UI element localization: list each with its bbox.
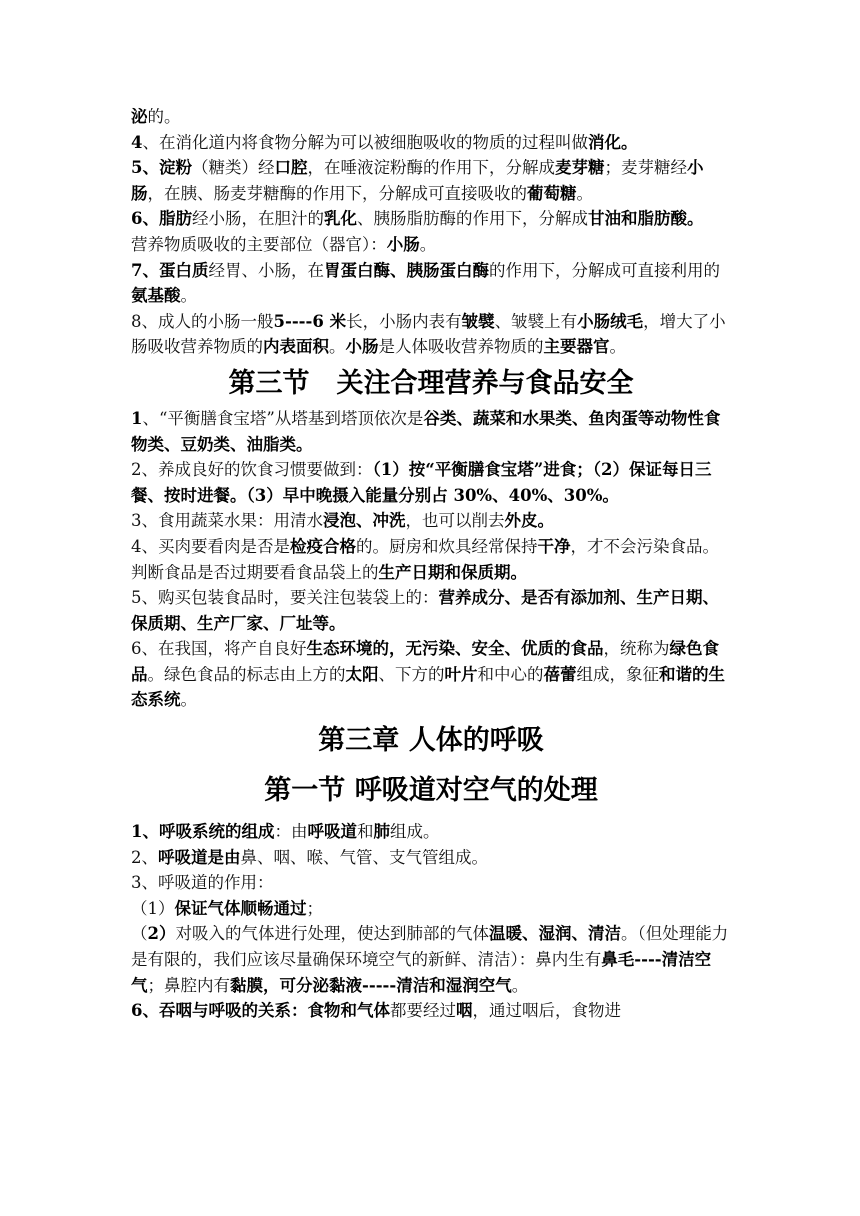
bold-text: 6、脂肪 [131, 209, 192, 229]
paragraph [131, 457, 731, 508]
text-run: 经小肠，在胆汁的 [191, 209, 324, 229]
text-run: 、皱襞上有 [494, 311, 578, 331]
bold-text: 肺 [373, 822, 390, 842]
bold-text: 乳化 [323, 209, 357, 229]
text-run: 都要经过 [389, 1001, 456, 1021]
section-heading-3: 第三节 关注合理营养与食品安全 [228, 367, 634, 399]
text-run: 、下方的 [378, 664, 445, 684]
bold-text: 6、吞咽与呼吸的关系：食物和气体 [131, 1001, 390, 1021]
paragraph [131, 309, 731, 360]
text-run: 。（但处理能力是有限的，我们应该尽量确保环境空气的新鲜、清洁）：鼻内生有 [131, 924, 729, 970]
text-run: ，在胰、肠麦芽糖酶的作用下，分解成可直接吸收的 [147, 183, 527, 203]
text-run: 对吸入的气体进行处理，使达到肺部的气体 [175, 924, 489, 944]
text-run: ，也可以削去 [405, 511, 505, 531]
bold-text: 口腔 [274, 158, 308, 178]
text-run: 2、 [131, 847, 158, 867]
paragraph [131, 896, 731, 922]
text-run: ，在唾液淀粉酶的作用下，分解成 [307, 158, 555, 178]
text-run: ；鼻腔内有 [147, 975, 230, 995]
bold-text: 生态环境的，无污染、安全、优质的食品 [306, 639, 604, 659]
bold-text: 麦芽糖 [554, 158, 605, 178]
text-run: 、“平衡膳食宝塔”从塔基到塔顶依次是 [142, 408, 424, 428]
bold-text: 小肠 [386, 234, 420, 254]
bold-text: 和谐的生态系统 [131, 664, 725, 710]
text-run: 。 [180, 286, 197, 306]
paragraph [131, 921, 731, 998]
bold-text: 皱襞 [461, 311, 495, 331]
text-run: 营养物质吸收的主要部位（器官）： [131, 234, 387, 254]
bold-text: （1）按“平衡膳食宝塔”进食；（2）保证每日三餐、按时进餐。（3）早中晚摄入能量分别占 30%、40%、30%。 [131, 460, 712, 505]
paragraph [131, 636, 731, 713]
bold-text: 叶片 [444, 664, 478, 684]
bold-text: 5----6 米 [273, 311, 347, 331]
text-run: 。绿色食品的标志由上方的 [147, 664, 346, 684]
text-run: ，增大了小肠吸收营养物质的 [131, 311, 726, 357]
text-run: 。 [180, 690, 197, 710]
bold-text: 外皮。 [504, 511, 554, 531]
text-run: （ [131, 924, 148, 944]
text-run: 6、在我国，将产自良好 [131, 639, 307, 659]
text-run: 组成。 [389, 822, 440, 842]
paragraph [131, 534, 731, 585]
bold-text: 小肠 [131, 158, 704, 203]
bold-text: 消化。 [587, 132, 638, 152]
bold-text: 营养成分、是否有添加剂、生产日期、保质期、生产厂家、厂址等。 [131, 588, 719, 633]
paragraph [131, 406, 731, 457]
bold-text: 小肠 [345, 337, 379, 357]
text-run: 经胃、小肠，在 [208, 260, 324, 280]
bold-text: 泌 [131, 107, 148, 126]
text-run: 5、购买包装食品时，要关注包装袋上的： [131, 588, 439, 608]
bold-text: 生产日期和保质期。 [378, 562, 527, 582]
text-run: 组成，象征 [576, 664, 659, 684]
bold-text: 绿色食品 [131, 639, 719, 684]
bold-text: 葡萄糖 [527, 183, 577, 203]
bold-text: 1 [131, 408, 143, 428]
bold-text: 鼻毛----清洁空气 [131, 950, 712, 995]
bold-text: 检疫合格 [290, 536, 356, 556]
bold-text: 5、淀粉 [131, 158, 192, 178]
paragraph [131, 232, 731, 258]
document-page [131, 104, 731, 1024]
bold-text: 呼吸道 [307, 822, 357, 842]
text-run: 和中心的 [477, 664, 544, 684]
text-run: 鼻、咽、喉、气管、支气管组成。 [240, 847, 488, 867]
text-run: 长，小肠内表有 [346, 311, 462, 331]
text-run: 2、养成良好的饮食习惯要做到： [131, 460, 373, 480]
text-run: ，统称为 [603, 639, 670, 659]
bold-text: 胃蛋白酶、胰肠蛋白酶 [323, 260, 489, 280]
bold-text: 谷类、蔬菜和水果类、鱼肉蛋等动物性食物类、豆奶类、油脂类。 [131, 408, 721, 454]
text-run: 、在消化道内将食物分解为可以被细胞吸收的物质的过程叫做 [142, 132, 588, 152]
text-run: ； [306, 898, 323, 918]
paragraph [131, 130, 731, 156]
text-run: 的。厨房和炊具经常保持 [356, 536, 538, 556]
bold-text: 浸泡、冲洗 [323, 511, 406, 531]
bold-text: 主要器官 [543, 337, 610, 357]
text-run: ，通过咽后，食物进 [472, 1001, 621, 1021]
paragraph [131, 155, 731, 206]
text-run: 。 [576, 183, 593, 203]
paragraph [131, 104, 731, 130]
bold-text: 咽 [455, 1001, 473, 1021]
bold-text: 黏膜，可分泌黏液-----清洁和湿润空气 [230, 975, 512, 995]
bold-text: 小肠绒毛 [577, 311, 644, 331]
text-run: 的。 [147, 107, 181, 126]
text-run: 是人体吸收营养物质的 [378, 337, 544, 357]
text-run: （糖类）经 [191, 158, 275, 178]
text-run: 8、成人的小肠一般 [131, 311, 274, 331]
bold-text: 1、呼吸系统的组成 [131, 822, 275, 842]
section-heading-1: 第一节 呼吸道对空气的处理 [264, 775, 598, 807]
bold-text: 4 [131, 132, 143, 152]
text-run: ；麦芽糖经 [604, 158, 687, 178]
text-run: 的作用下，分解成可直接利用的 [488, 260, 720, 280]
bold-text: 2） [147, 924, 176, 944]
paragraph [131, 508, 731, 534]
paragraph [131, 870, 731, 896]
paragraph [131, 845, 731, 871]
bold-text: 太阳 [345, 664, 379, 684]
text-run: 。 [329, 337, 346, 357]
bold-text: 7、蛋白质 [131, 260, 209, 280]
text-run: 3、食用蔬菜水果：用清水 [131, 511, 323, 531]
text-run: 和 [356, 822, 374, 842]
text-run: 。 [609, 337, 626, 357]
text-run: 。 [511, 975, 529, 995]
text-run: 3、呼吸道的作用： [131, 873, 274, 893]
chapter-heading-3: 第三章 人体的呼吸 [318, 725, 544, 757]
text-run: （1） [131, 898, 175, 918]
bold-text: 氨基酸 [131, 286, 181, 306]
text-run: ，才不会污染食品。判断食品是否过期要看食品袋上的 [131, 536, 719, 582]
bold-text: 甘油和脂肪酸。 [587, 209, 704, 229]
paragraph [131, 206, 731, 232]
text-run: 4、买肉要看肉是否是 [131, 536, 290, 556]
bold-text: 内表面积 [263, 337, 329, 357]
paragraph [131, 998, 731, 1024]
text-run: 、胰肠脂肪酶的作用下，分解成 [356, 209, 588, 229]
bold-text: 干净 [537, 536, 571, 556]
paragraph [131, 819, 731, 845]
text-run: 。 [419, 234, 437, 254]
bold-text: 保证气体顺畅通过 [174, 898, 307, 918]
bold-text: 蓓蕾 [543, 664, 577, 684]
paragraph [131, 585, 731, 636]
bold-text: 呼吸道是由 [158, 847, 241, 867]
paragraph [131, 258, 731, 309]
bold-text: 温暖、湿润、清洁 [488, 924, 621, 944]
text-run: ：由 [274, 822, 308, 842]
